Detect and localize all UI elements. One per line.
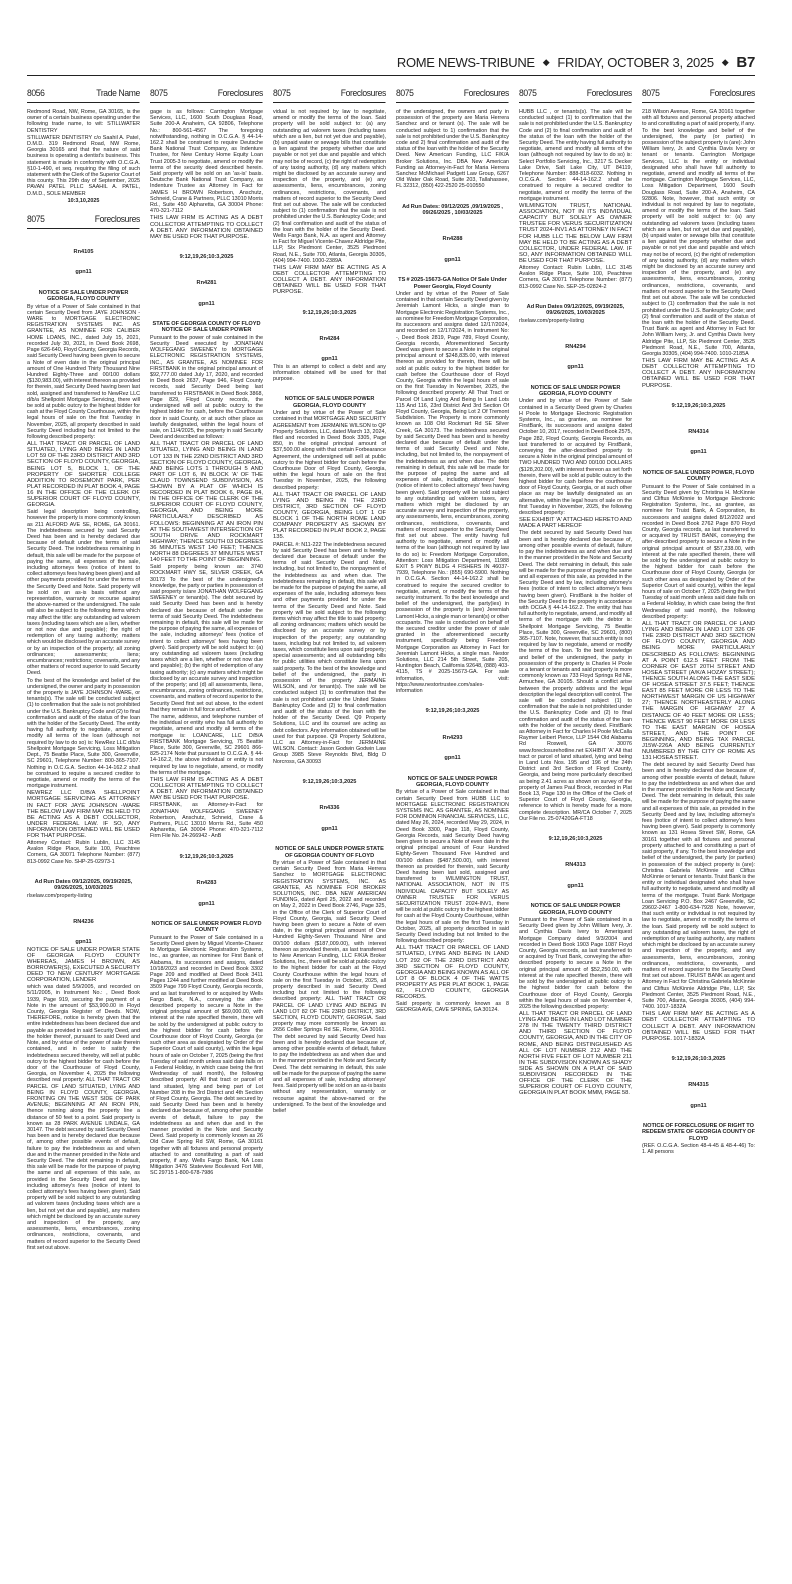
column bbox=[273, 88, 386, 1578]
notice-heading: gpn11 bbox=[75, 269, 92, 276]
notice-paragraph: Attorney Contact: Rubin Lublin, LLC 3145 Avalon Ridge Place, Suite 100, Peachtree Corners, GA 30071 Telephone Number: (877) 813-0992 Case No. SHP-25-02973-1 bbox=[27, 840, 140, 865]
notice-heading: Ad Run Dates 09/12/2025, 09/19/2025, 09/26/2025, 10/03/2025 bbox=[526, 303, 625, 317]
section-header bbox=[273, 88, 386, 103]
section-header bbox=[27, 214, 140, 229]
notice-heading: NOTICE OF SALE UNDER POWER GEORGIA, FLOYD COUNTY bbox=[530, 903, 621, 916]
notice-paragraph: which was dated 5/9/2005, and recorded on 5/11/2005, in Instrument No.: , Deed Book 1939, Page 919, securing the payment of a Note in the amount of $53,900.00 in Floyd County, Georgia Register of Deeds. NOW, THEREFORE, notice is hereby given that the entire indebtedness has been declared due and payable as provided in said Security Deed, and the holder thereof, pursuant to said Deed and Note, and by virtue of the power of sale therein contained, and in order to satisfy the indebtedness secured thereby, will sell at public outcry to the highest bidder for cash before the door of the Courthouse of Floyd County, Georgia, on November 4, 2025 the following described real property: ALL THAT TRACT OR PARCEL OF LAND SITUATED, LYING AND BEING IN FLOYD COUNTY, GEORGIA, FRONTING ON THE WEST SIDE OF PARK AVENUE; BEGINNING AT AN IRON PIN, thence running along the property line a distance of 50 feet to a point. Said property is known as 28 PARK AVENUE LINDALE, GA 30147. The debt secured by said Security Deed has been and is hereby declared due because of, among other possible events of default, failure to pay the indebtedness as and when due and in the manner provided in the Note and Security Deed. The debt remaining in default, this sale will be made for the purpose of paying the same and all expenses of this sale, as provided in the Security Deed and by law, including attorney's fees (notice of intent to collect attorney's fees having been given). Said property will be sold subject to any outstanding ad valorem taxes (including taxes which are a lien, but not yet due and payable), any matters which might be disclosed by an accurate survey and inspection of the property, any assessments, liens, encumbrances, zoning ordinances, restrictions, covenants, and matters of record superior to the Security Deed first set out above. bbox=[27, 984, 140, 1251]
section-header bbox=[150, 88, 263, 103]
notice-paragraph: STILLWATER DENTISTRY c/o Saahil A. Patel, D.M.D. 319 Redmond Road, NW Rome, Georgia 30165 and that the nature of said business is operating a dentist's business. This statement is made in conformity with O.C.G.A. §10-1-490, et seq. requiring the filing of such statement with the Clerk of the Superior Court of this county. This 29th day of September, 2025 PAVAN PATEL PLLC SAAHIL A. PATEL, D.M.D., SOLE MEMBER bbox=[27, 134, 140, 197]
notice-paragraph: PARCEL #: N11-222 The indebtedness secured by said Security Deed has been and is hereby declared due because of default under the terms of said Security Deed and Note, including, but not limited to, the nonpayment of the indebtedness as and when due. The indebtedness remaining in default, this sale will be made for the purpose of paying the same, all expenses of the sale, including attorneys fees and other payments provided for under the terms of the Security Deed and Note. Said property will be sold subject to the following items which may affect the title to said property: all zoning ordinances; matters which would be disclosed by an accurate survey or by inspection of the property; any outstanding taxes, including but not limited to, ad valorem taxes, which constitute liens upon said property; special assessments; and all outstanding bills for public utilities which constitute liens upon said property. To the best of the knowledge and belief of the undersigned, the party in possession of the property JERMAINE WILSON, and /or tenant(s). The sale will be conducted subject (1) to confirmation that the sale is not prohibited under the United States Bankruptcy Code and (2) to final confirmation and audit of the status of the loan with the holder of the Security Deed. Q9 Property Solutions, LLC and its counsel are acting as debt collectors. Any information obtained will be used for that purpose. Q9 Property Solutions, LLC as Attorney-in-Fact for JERMAINE WILSON. Contact: Jason Godwin Godwin Law Group 3985 Steve Reynolds Blvd, Bldg D Norcross, GA 30093 bbox=[273, 541, 386, 765]
column bbox=[642, 88, 755, 1578]
notice-heading: NOTICE OF SALE UNDER POWER GEORGIA, FLOYD COUNTY bbox=[38, 289, 129, 303]
notice-paragraph: of the undersigned, the owners and party in possession of the property are Maria Herrera Sanchez and or tenant (s). The sale will be conducted subject to 1) confirmation that the sale is not prohibited under the U.S. Bankruptcy code and 2) final confirmation and audit of the status of the loan with the holder of the Security Deed. New American Funding, LLC F/K/A Broker Solutions, Inc. DBA New American Funding as Attorney-in-Fact for Maria Herrera Sanchez McMichael Padgett Law Group, 6267 Old Water Oak Road, Suite 203, Tallahassee, FL 32312, (850) 422-2520 25-010550 bbox=[396, 109, 509, 190]
section-code: 8075 bbox=[519, 88, 537, 99]
notice-paragraph: Pursuant to the Power of Sale contained in a Security Deed given by John William Ivery, Jr. and Cynthia Davis Ivery to Ameriquest Mortgage Company dated 9/3/2004 and recorded in Deed Book 1903 Page 1087 Floyd County, Georgia records, as last transferred to or acquired by Trust Bank, conveying the after-described property to secure a Note in the original principal amount of $52,250.00, with interest at the rate specified therein, there will be sold by the undersigned at public outcry to the highest bidder for cash before the Courthouse door of Floyd County, Georgia within the legal hours of sale on November 4, 2025 the following described property: bbox=[519, 917, 632, 1010]
notice-heading: Ad Run Dates: 09/12/2025 ,09/19/2025 , 09/26/2025 , 10/03/2025 bbox=[402, 203, 503, 217]
legal-description: THIS LAW FIRM MAY BE ACTING AS A DEBT COLLECTOR ATTEMPTING TO COLLECT A DEBT. ANY INFORMATION OBTAINED WILL BE USED FOR THAT PURPOSE. bbox=[642, 358, 755, 389]
notice-paragraph: The debt secured by said Security Deed has been and is hereby declared due because of, among other possible events of default, failure to pay the indebtedness as and when due and in the manner provided in the Note and Security Deed. The debt remaining in default, this sale will be made for the purpose of paying the same and all expenses of this sale, as provided in the Security Deed and by law, including attorney's fees (notice of intent to collect attorney's fees having been given). FirstBank is the holder of the Security Deed to the property in accordance with OCGA § 44-14-162.2. The entity that has full authority to negotiate, amend, and modify all terms of the mortgage with the debtor is: Shellpoint Mortgage Servicing, 75 Beattie Place, Suite 300, Greenville, SC 29601, (800) 365-7107. Note, however, that such entity is not required by law to negotiate, amend or modify the terms of the loan. To the best knowledge and belief of the undersigned, the party in possession of the property is Charles H Poole or a tenant or tenants and said property is more commonly known as 733 Floyd Springs Rd NE, Armuchee, GA 30105. Should a conflict arise between the property address and the legal description the legal description will control. The sale will be conducted subject (1) to confirmation that the sale is not prohibited under the U.S. Bankruptcy Code and (2) to final confirmation and audit of the status of the loan with the holder of the security deed. FirstBank as Attorney in Fact for Charles H Poole McCalla Raymer Leibert Pierce, LLP 1544 Old Alabama Rd Roswell, GA 30076 www.foreclosurehotline.net EXHIBIT 'A' All that tract or parcel of land situated, lying and being in Land Lots Nos. 195 and 196 of the 24th District and 3rd Section of Floyd County, Georgia, and being more particularly described as being 2.41 acres as shown on survey of the property of James Paul Brock, recorded in Plat Book 13, Page 130 in the Office of the Clerk of Superior Court of Floyd County, Georgia, reference to which is hereby made for a more complete description. MR/CA October 7, 2025 Our File no. 25-07420GA-FT18 bbox=[519, 530, 632, 822]
legal-description: ALL THAT TRACT OR PARCEL OF LAND LYING AND BEING IN THE 23RD DISTRICT, 3RD SECTION OF FLOYD COUNTY, GEORGIA, BEING LOT 1 OF BLOCK 1 OF THE NORTH ROME LAND COMPANY PROPERTY AS SHOWN BY PLAT RECORDED IN PLAT BOOK 2, PAGE 135. bbox=[273, 491, 386, 541]
notice-heading: 9:12,19,26;10:3,2025 bbox=[425, 708, 480, 715]
section-label: Foreclosures bbox=[340, 88, 386, 99]
notice-paragraph: Under and by virtue of the Power of Sale contained in that MORTGAGE AND SECURITY AGREEMENT from JERMAINE WILSON to QP Property Solutions, LLC, dated March 13, 2024, filed and recorded in Deed Book 3305, Page 850, in the original principal amount of $37,500.00 along with that certain Forbearance Agreement, the undersigned will sell at public outcry to the highest bidder for cash before the Courthouse Door of Floyd County, Georgia, within the legal hours of sale on the first Tuesday in November, 2025, the following described property: bbox=[273, 410, 386, 491]
legal-description: THIS LAW FIRM IS ACTING AS A DEBT COLLECTOR ATTEMPTING TO COLLECT A DEBT. ANY INFORMATION OBTAINED MAY BE USED FOR THAT PURPOSE. bbox=[150, 215, 263, 240]
column bbox=[519, 88, 632, 1578]
notice-heading: NOTICE OF SALE UNDER POWER GEORGIA, FLOYD COUNTY bbox=[284, 396, 375, 409]
notice-paragraph: By virtue of a Power of Sale contained in that certain Security Deed from Maria Herrera Sanchez to MORTGAGE ELECTRONIC REGISTRATION SYSTEMS, INC. AS GRANTEE, AS NOMINEE FOR BROKER SOLUTIONS, INC. DBA NEW AMERICAN FUNDING, dated April 25, 2022 and recorded on May 2, 2022 in Deed Book 2746, Page 325, in the Office of the Clerk of Superior Court of Floyd County, Georgia, said Security Deed having been given to secure a Note of even date, in the original principal amount of One Hundred Eighty-Seven Thousand Nine and 00/100 dollars ($187,009.00), with interest thereon as provided therein, as last transferred to New American Funding, LLC F/K/A Broker Solutions, Inc., there will be sold at public outcry to the highest bidder for cash at the Floyd County Courthouse within the legal hours of sale on the first Tuesday in October, 2025, all property described in said Security Deed including but not limited to the following described property: ALL THAT TRACT OR PARCEL OF LAND LYING AND BEING IN LAND LOT 82 OF THE 23RD DISTRICT, 3RD SECTION, FLOYD COUNTY, GEORGIA. Said property may more commonly be known as 2656 Collier Springs Rd SE, Rome, GA 30161. The debt secured by said Security Deed has been and is hereby declared due because of, among other possible events of default, failure to pay the indebtedness as and when due and in the manner provided in the Note and Security Deed. The debt remaining in default, this sale will be made for the purpose of paying the same and all expenses of sale, including attorneys' fees. Said property will be sold on an as-is basis without any representation, warranty or recourse against the above-named or the undersigned. To the best of the knowledge and belief bbox=[273, 859, 386, 1115]
notice-heading: STATE OF GEORGIA COUNTY OF FLOYD NOTICE OF SALE UNDER POWER bbox=[152, 321, 261, 334]
section-label: Foreclosures bbox=[709, 88, 755, 99]
notice-paragraph: Said property is commonly known as 8 GEORGIA AVE, CAVE SPRING, GA 30124. bbox=[396, 1001, 509, 1014]
notice-heading: gpn11 bbox=[690, 1102, 707, 1109]
issue-date: FRIDAY, OCTOBER 3, 2025 bbox=[557, 55, 714, 70]
notice-heading: gpn11 bbox=[75, 939, 92, 946]
notice-paragraph: Pursuant to the Power of Sale contained in a Security Deed given by Miguel Vicente-Chavez to Mortgage Electronic Registration Systems, Inc., as grantee, as nominee for First Bank of Alabama, its successors and assigns, dated 10/18/2023 and recorded in Deed Book 3302 Page 209 and modified at Deed Book 3411 Pages 1244 and further modified at Deed Book 3509 Page 799 Floyd County, Georgia records, and as last transferred to or acquired by Wells Fargo Bank, N.A., conveying the after-described property to secure a Note in the original principal amount of $69,000.00, with interest at the rate specified therein, there will be sold by the undersigned at public outcry to the highest bidder for cash before the Courthouse door of Floyd County, Georgia (or such other area as designated by Order of the Superior Court of said county), within the legal hours of sale on October 7, 2025 (being the first Tuesday of said month unless said date falls on a Federal Holiday, in which case being the first Wednesday of said month), the following described property: All that tract or parcel of land situated, lying and being part of Lot Number 208 in the 3rd District and 4th Section of Floyd County, Georgia. The debt secured by said Security Deed has been and is hereby declared due because of, among other possible events of default, failure to pay the indebtedness as and when due and in the manner provided in the Note and Security Deed. Said property is commonly known as 26 Old Cave Spring Rd SW, Rome, GA 30161 together with all fixtures and personal property attached to and constituting a part of said property, if any. Wells Fargo Bank, NA Loss Mitigation 3476 Stateview Boulevard Fort Mill, SC 29715 1-800-678-7986 bbox=[150, 934, 263, 1177]
notice-id: Rn4284 bbox=[319, 335, 340, 342]
legal-description: THIS LAW FIRM MAY BE ACTING AS A DEBT COLLECTOR ATTEMPTING TO COLLECT A DEBT. ANY INFORMATION OBTAINED WILL BE USED FOR THAT PURPOSE. 1017-1832A bbox=[642, 1011, 755, 1042]
notice-heading: 9:12,19,26;10:3,2025 bbox=[302, 309, 357, 316]
diamond-separator-icon: ◆ bbox=[542, 57, 550, 67]
section-code: 8075 bbox=[396, 88, 414, 99]
section-label: Foreclosures bbox=[217, 88, 263, 99]
notice-heading: 9:12,19,26;10:3,2025 bbox=[179, 853, 234, 860]
legal-description: NEWREZ LLC D/B/A SHELLPOINT MORTGAGE SERVICING AS ATTORNEY IN FACT FOR JAYE JOHNSON -WARE THE BELOW LAW FIRM MAY BE HELD TO BE ACTING AS A DEBT COLLECTOR, UNDER FEDERAL LAW. IF SO, ANY INFORMATION OBTAINED WILL BE USED FOR THAT PURPOSE. bbox=[27, 790, 140, 839]
notice-paragraph: FIRSTBANK, as Attorney-in-Fact for JONATHAN WOLFEGANG SWEENEY Robertson, Anschutz, Schneid, Crane & Partners, PLLC 13010 Morris Rd., Suite 450 Alpharetta, GA 30004 Phone: 470-321-7112 Firm File No. 24-266942 - AnB bbox=[150, 802, 263, 840]
section-header bbox=[642, 88, 755, 103]
notice-heading: gpn11 bbox=[444, 256, 461, 263]
notice-paragraph: HUBB LLC , or tenants(s). The sale will be conducted subject (1) to confirmation that the sale is not prohibited under the U.S. Bankruptcy Code and (2) to final confirmation and audit of the status of the loan with the holder of the Security Deed. The entity having full authority to negotiate, amend and modify all terms of the loan (although not required by law to do so) is: Select Portfolio Servicing, Inc., 3217 S. Decker Lake Drive, Salt Lake City, UT 84119, Telephone Number: 888-818-6032. Nothing in O.C.G.A. Section 44-14-162.2 shall be construed to require a secured creditor to negotiate, amend or modify the terms of the mortgage instrument. bbox=[519, 109, 632, 202]
notice-id: RN4314 bbox=[688, 429, 709, 435]
notice-heading: gpn11 bbox=[198, 300, 215, 307]
notice-paragraph: The debt secured by said Security Deed has been and is hereby declared due because of, among other possible events of default, failure to pay the indebtedness as and when due and in the manner provided in the Note and Security Deed. The debt remaining in default, this sale will be made for the purpose of paying the same and all expenses of this sale, as provided in the Security Deed and by law, including attorney's fees (notice of intent to collect attorney's fees having been given). Said property is commonly known as 131 Hosea Street SW, Rome, GA 30161 together with all fixtures and personal property attached to and constituting a part of said property, if any. To the best knowledge and belief of the undersigned, the party (or parties) in possession of the subject property is (are): Christina Gabriela McKinnie and Cliftus McKinnie or tenant or tenants. Truist Bank is the entity or individual designated who shall have full authority to negotiate, amend and modify all terms of the mortgage. Truist Bank Mortgage Loan Servicing P.O. Box 2467 Greenville, SC 29602-2467 1-800-634-7928 Note, however, that such entity or individual is not required by law to negotiate, amend or modify the terms of the loan. Said property will be sold subject to any outstanding ad valorem taxes, the right of redemption of any taxing authority, any matters which might be disclosed by an accurate survey and inspection of the property, and any assessments, liens, encumbrances, zoning ordinances, restrictions, covenants, and matters of record superior to the Security Deed first set out above. TRUIST BANK as agent and Attorney in Fact for Christina Gabriela McKinnie and Cliftus McKinnie Aldridge Pite, LLP, Six Piedmont Center, 3525 Piedmont Road, N.E., Suite 700, Atlanta, Georgia 30305, (404) 994-7400. 1017-1832A bbox=[642, 762, 755, 1011]
notice-paragraph: Under and by virtue of the Power of Sale contained in that certain Security Deed given by Jeremiah Lamont Hicks, a single man to Mortgage Electronic Registration Systems, Inc., as nominee for Freedom Mortgage Corporation, its successors and assigns dated 12/17/2024, and recorded on 12/17/2024, in Instrument No: -, Deed Book 2819, Page 789, Floyd County, Georgia records, Aforementioned Security Deed was given to secure a Note in the original principal amount of $248,835.00, with interest thereon as provided for therein, there will be sold at public outcry to the highest bidder for cash before the Courthouse door of Floyd County, Georgia within the legal hours of sale on the first Tuesday in November, 2025, the following described property: All That Tract or Parcel Of Land Lying And Being In Land Lots 115 And 116, 23rd District And 3rd Section Of Floyd County, Georgia, Being Lot 2 Of Tremont Subdivision. The Property is more commonly known as 108 Old Rockmart Rd SE Silver Creek, GA 30173. The indebtedness secured by said Security Deed has been and is hereby declared due because of default under the terms of said Security Deed and Note, including, but not limited to, the nonpayment of the indebtedness as and when due. The debt remaining in default, this sale will be made for the purpose of paying the same and all expenses of sale, including attorneys' fees (notice of intent to collect attorneys' fees having been given). Said property will be sold subject to any outstanding ad valorem taxes, any matters which might be disclosed by an accurate survey and inspection of the property, any assessments, liens, encumbrances, zoning ordinances, restrictions, covenants, and matters of record superior to the Security Deed first set out above. The entity having full authority to negotiate, amend or modify all terms of the loan (although not required by law to do so) is: Freedom Mortgage Corporation, Attention: Loss Mitigation Department, 11988 EXIT 5 PKWY BLDG 4 FISHERS IN 46037-7939, Telephone No.: (855) 690-5900. Nothing in O.C.G.A. Section 44-14-162.2 shall be construed to require the secured creditor to negotiate, amend, or modify the terms of the security instrument. To the best knowledge and belief of the undersigned, the party(ies) in possession of the property is (are) Jeremiah Lamont Hicks, a single man or tenant(s) or other occupants. The sale is conducted on behalf of the secured creditor under the power of sale granted in the aforementioned security instrument, specifically being Freedom Mortgage Corporation as Attorney in Fact for Jeremiah Lamont Hicks, a single man. Nestor Solutions, LLC 214 5th Street, Suite 205, Huntington Beach, California 92648, (888) 403-4115, TS # 2025-15673-GA. For sale information, visit: https://www.nestortrustee.com/sales-information bbox=[396, 291, 509, 695]
notice-heading: NOTICE OF SALE UNDER POWER GEORGIA, FLOYD COUNTY bbox=[407, 775, 498, 788]
notice-heading: gpn11 bbox=[567, 364, 584, 371]
notice-heading: gpn11 bbox=[690, 449, 707, 456]
legal-description: ALL THAT TRACT OR PARCEL OF LAND SITUATED, LYING AND BEING IN LAND LOT 133 IN THE 22ND DISTRICT AND 3RD SECTION OF FLOYD COUNTY, GEORGIA, AND BEING LOTS 1 THROUGH 5 AND PART OF LOT 6, IN BLOCK 'A' OF THE CLAUD TOWNSEND SUBDIVISION, AS SHOWN BY A PLAT OF WHICH IS RECORDED IN PLAT BOOK 6, PAGE 84, IN THE OFFICE OF THE CLERK OF THE SUPERIOR COURT OF FLOYD COUNTY, GEORGIA, AND BEING MORE PARTICULARLY DESCRIBED AS FOLLOWS: BEGINNING AT AN IRON PIN AT THE SOUTHWEST INTERSECTION OF SOUTH DRIVE AND ROCKMART HIGHWAY; THENCE SOUTH 03 DEGREES 36 MINUTES WEST 140 FEET; THENCE NORTH 88 DEGREES 37 MINUTES WEST 140 FEET TO THE POINT OF BEGINNING. bbox=[150, 441, 263, 564]
legal-description: ALL THAT TRACT OR PARCEL OF LAND SITUATED, LYING AND BEING IN LAND LOT 59 OF THE 23RD DISTRICT AND 3RD SECTION OF FLOYD COUNTY, GEORGIA, BEING LOT 5, BLOCK 1, OF THE PROPERTY OF SHORTER COLLEGE ADDITION TO ROSEMONT PARK, PER PLAT RECORDED IN PLAT BOOK 4, PAGE 16 IN THE OFFICE OF THE CLERK OF SUPERIOR COURT OF FLOYD COUNTY, GEORGIA. bbox=[27, 441, 140, 509]
legal-description: NOTICE OF SALE UNDER POWER STATE OF GEORGIA FLOYD COUNTY WHEREAS, JAMES H BROWN, AS BORROWER(S), EXECUTED A SECURITY DEED TO NEW CENTURY MORTGAGE CORPORATION, LENDER bbox=[27, 946, 140, 984]
notice-paragraph: Redmond Road, NW, Rome, GA 30165, is the owner of a certain business operating under the following trade name, to wit: STILLWATER DENTISTRY bbox=[27, 109, 140, 134]
notice-id: RN4315 bbox=[688, 1082, 709, 1089]
section-label: Foreclosures bbox=[586, 88, 632, 99]
notice-heading: gpn11 bbox=[321, 356, 338, 363]
notice-heading: NOTICE OF SALE UNDER POWER GEORGIA, FLOYD COUNTY bbox=[530, 384, 621, 398]
newspaper-name: ROME NEWS-TRIBUNE bbox=[396, 55, 535, 70]
section-code: 8075 bbox=[642, 88, 660, 99]
notice-heading: 9:12,19,26;10:3,2025 bbox=[179, 253, 234, 260]
notice-id: RN4313 bbox=[565, 862, 586, 869]
legal-description: THIS LAW FIRM MAY BE ACTING AS A DEBT COLLECTOR ATTEMPTING TO COLLECT A DEBT. ANY INFORMATION OBTAINED WILL BE USED FOR THAT PURPOSE. bbox=[273, 265, 386, 296]
notice-paragraph: Said property being known as: 3740 ROCKMART HWY SE, SILVER CREEK, GA 30173 To the best of the undersigned's knowledge, the party or parties in possession of said property is/are JONATHAN WOLFEGANG SWEENEY or tenant(s). The debt secured by said Security Deed has been and is hereby declared due because of default under the terms of said Security Deed. The indebtedness remaining in default, this sale will be made for the purpose of paying the same, all expenses of the sale, including attorneys' fees (notice of intent to collect attorneys' fees having been given). Said property will be sold subject to: (a) any outstanding ad valorem taxes (including taxes which are a lien, whether or not now due and payable); (b) the right of redemption of any taxing authority; (c) any matters which might be disclosed by an accurate survey and inspection of the property; and (d) all assessments, liens, encumbrances, zoning ordinances, restrictions, covenants, and matters of record superior to the Security Deed first set out above, to the extent that they remain in full force and effect. bbox=[150, 564, 263, 713]
notice-id: Rn4281 bbox=[196, 280, 217, 287]
notice-heading: NOTICE OF SALE UNDER POWER STATE OF GEORGIA COUNTY OF FLOYD bbox=[275, 846, 384, 859]
section-code: 8075 bbox=[150, 88, 168, 99]
section-label: Trade Name bbox=[96, 88, 140, 99]
notice-id: Rn4293 bbox=[442, 734, 463, 741]
notice-heading: 9:12,19,26;10:3,2025 bbox=[671, 1055, 726, 1062]
notice-paragraph: (REF. O.C.G.A. Section 48-4-45 & 48-4-46) To: 1. All persons bbox=[642, 1143, 755, 1156]
section-header bbox=[519, 88, 632, 103]
column bbox=[27, 88, 140, 1578]
notice-paragraph: vidual is not required by law to negotiate, amend or modify the terms of the loan. Said property will be sold subject to: (a) any outstanding ad valorem taxes (including taxes which are a lien, but not yet due and payable), (b) unpaid water or sewage bills that constitute a lien against the property whether due and payable or not yet due and payable and which may not be of record, (c) the right of redemption of any taxing authority, (d) any matters which might be disclosed by an accurate survey and inspection of the property, and (e) any assessments, liens, encumbrances, zoning ordinances, restrictions, covenants, and matters of record superior to the Security Deed first set out above. The sale will be conducted subject to (1) confirmation that the sale is not prohibited under the U.S. Bankruptcy Code; and (2) final confirmation and audit of the status of the loan with the holder of the Security Deed. Wells Fargo Bank, N.A. as agent and Attorney in Fact for Miguel Vicente-Chavez Aldridge Pite, LLP, Six Piedmont Center, 3525 Piedmont Road, N.E., Suite 700, Atlanta, Georgia 30305, (404) 994-7400. 1000-2389A bbox=[273, 109, 386, 264]
notice-paragraph: By virtue of a Power of Sale contained in that certain Security Deed from HUBB LLC to MORTGAGE ELECTRONIC REGISTRATION SYSTEMS INC. AS GRANTEE, AS NOMINEE FOR DOMINION FINANCIAL SERVICES, LLC, dated May 26, 2024, recorded May 29, 2024, in Deed Book 3300, Page 118, Floyd County, Georgia Records, said Security Deed having been given to secure a Note of even date in the original principal amount of Four Hundred Eighty-Seven Thousand Five Hundred and 00/100 dollars ($487,500.00), with interest thereon as provided for therein, said Security Deed having been last sold, assigned and transferred to WILMINGTON TRUST, NATIONAL ASSOCIATION, NOT IN ITS INDIVIDUAL CAPACITY BUT SOLELY AS OWNER TRUSTEE FOR VERUS SECURITIZATION TRUST 2024-INV1, there will be sold at public outcry to the highest bidder for cash at the Floyd County Courthouse, within the legal hours of sale on the first Tuesday in October, 2025, all property described in said Security Deed including but not limited to the following described property: bbox=[396, 789, 509, 945]
notice-id: RN4236 bbox=[73, 918, 94, 925]
notice-id: RN4294 bbox=[565, 343, 586, 350]
notice-id: Rn4283 bbox=[196, 880, 217, 887]
section-label: Foreclosures bbox=[94, 214, 140, 226]
notice-heading: 9:12,19,26;10:3,2025 bbox=[548, 836, 603, 843]
legal-description: ALL THAT TRACT OR PARCEL OF LAND LYING AND BEING IN LAND LOT NUMBER 278 IN THE TWENTY THIRD DISTRICT AND THIRD SECTION OF FLOYD COUNTY, GEORGIA, AND IN THE CITY OF ROME, AND BEING DISTINGUISHED AS ALL OF LOT NUMBER 212 AND THE NORTH FIVE FEET OF LOT NUMBER 211 IN THE SUBDIVISION KNOWN AS SHADY SIDE AS SHOWN ON A PLAT OF SAID SUBDIVISION RECORDED IN THE OFFICE OF THE CLERK OF THE SUPERIOR COURT OF FLOYD COUNTY, GEORGIA IN PLAT BOOK MMM, PAGE 58. bbox=[519, 1011, 632, 1097]
notice-paragraph: gage is as follows: Carrington Mortgage Services, LLC, 1600 South Douglass Road, Suite 200-A Anaheim, CA 92806, Telephone No.: 800-561-4567 The foregoing notwithstanding, nothing in O.C.G.A. § 44-14-162.2 shall be construed to require Deutsche Bank National Trust Company, as Indenture Trustee, for New Century Home Equity Loan Trust 2005-3 to negotiate, amend or modify the terms of the security deed described herein. Said property will be sold on an 'as-is' basis. Deutsche Bank National Trust Company, as Indenture Trustee as Attorney in Fact for JAMES H BROWN Robertson, Anschutz, Schneid, Crane & Partners, PLLC 13010 Morris Rd., Suite 450 Alpharetta, GA 30004 Phone: 470-321-7112 bbox=[150, 109, 263, 215]
notice-paragraph: Pursuant to the Power of Sale contained in a Security Deed given by Christina H. McKinnie and Cliftus McKinnie to Mortgage Electronic Registration Systems, Inc., as grantee, as nominee for Truist Bank, A Corporation, its successors and assigns dated 8/12/2022 and recorded in Deed Book 2762 Page 870 Floyd County, Georgia records, as last transferred to or acquired by TRUIST BANK, conveying the after-described property to secure a Note in the original principal amount of $57,238.00, with interest at the rate specified therein, there will be sold by the undersigned at public outcry to the highest bidder for cash before the Courthouse door of Floyd County, Georgia (or such other area as designated by Order of the Superior Court of said county), within the legal hours of sale on October 7, 2025 (being the first Tuesday of said month unless said date falls on a Federal Holiday, in which case being the first Wednesday of said month), the following described property: bbox=[642, 483, 755, 620]
notice-id: Rn4105 bbox=[73, 249, 94, 256]
notice-paragraph: By virtue of a Power of Sale contained in that certain Security Deed from JAYE JOHNSON -WARE to MORTGAGE ELECTRONIC REGISTRATION SYSTEMS INC. AS GRANTEE, AS NOMINEE FOR CALIBER HOME LOANS, INC., dated July 15, 2021, recorded July 30, 2021, in Deed Book 2698, Page 626-640, Floyd County, Georgia Records, said Security Deed having been given to secure a Note of even date in the original principal amount of One Hundred Thirty Thousand Nine Hundred Eighty-Three and 00/100 dollars ($130,983.00), with interest thereon as provided for therein, said Security Deed having been last sold, assigned and transferred to NewRez LLC d/b/a Shellpoint Mortgage Servicing, there will be sold at public outcry to the highest bidder for cash at the Floyd County Courthouse, within the legal hours of sale on the first Tuesday in November, 2025, all property described in said Security Deed including but not limited to the following described property: bbox=[27, 303, 140, 440]
notice-heading: NOTICE OF SALE UNDER POWER, FLOYD COUNTY bbox=[642, 469, 755, 483]
notice-paragraph: rlselaw.com/property-listing bbox=[519, 317, 585, 324]
notice-paragraph: The name, address, and telephone number of the individual or entity who has full authority to negotiate, amend and modify all terms of the mortgage is: LOANCARE, LLC D/B/A FIRSTBANK Mortgage Servicing, 75 Beattie Place, Suite 300, Greenville, SC 29601 866-825-2174 Note that pursuant to O.C.G.A. § 44-14-162.2, the above individual or entity is not required by law to negotiate, amend, or modify the terms of the mortgage. bbox=[150, 714, 263, 776]
notice-paragraph: This is an attempt to collect a debt and any information obtained will be used for that purpose. bbox=[273, 363, 386, 383]
notice-heading: gpn11 bbox=[444, 755, 461, 762]
notice-heading: 9:12,19,26;10:3,2025 bbox=[671, 402, 726, 409]
notice-paragraph: To the best of the knowledge and belief of the undersigned, the owner and party in possession of the property is JAYE JOHNSON -WARE, or tenants(s). The sale will be conducted subject (1) to confirmation that the sale is not prohibited under the U.S. Bankruptcy Code and (2) to final confirmation and audit of the status of the loan with the holder of the Security Deed. The entity having full authority to negotiate, amend or modify all terms of the loan (although not required by law to do so) is: NewRez LLC d/b/a Shellpoint Mortgage Servicing, Loss Mitigation Dept., 75 Beattie Place, Suite 300, Greenville, SC 29601, Telephone Number: 800-365-7107. Nothing in O.C.G.A. Section 44-14-162.2 shall be construed to require a secured creditor to negotiate, amend or modify the terms of the mortgage instrument. bbox=[27, 677, 140, 790]
section-header bbox=[27, 88, 140, 103]
diamond-separator-icon: ◆ bbox=[721, 57, 729, 67]
notice-heading: Ad Run Dates 09/12/2025, 09/19/2025, 09/26/2025, 10/03/2025 bbox=[34, 878, 133, 892]
notice-heading: 9:12,19,26;10:3,2025 bbox=[302, 778, 357, 785]
legal-description: ALL THAT TRACT OR PARCEL OF LAND LYING AND BEING IN LAND LOT 326 OF THE 23RD DISTRICT AND 3RD SECTION OF FLOYD COUNTY, GEORGIA AND BEING MORE PARTICULARLY DESCRIBED AS FOLLOWS: BEGINNING AT A POINT 612.5 FEET FROM THE CORNER OF EAST 20TH STREET AND HOSEA STREET (A/K/A HOZAY STREET); THENCE SOUTH ALONG THE EAST SIDE OF HOSEA STREET 37.5 FEET; THENCE EAST 85 FEET MORE OR LESS TO THE NORTHWEST MARGIN OF US HIGHWAY 27; THENCE NORTHEASTERLY ALONG THE MARGIN OF HIGHWAY 27 A DISTANCE OF 40 FEET MORE OR LESS; THENCE WEST 90 FEET MORE OR LESS TO THE EAST MARGIN OF HOSEA STREET, AND THE POINT OF BEGINNING, AND BEING TAX PARCEL J15W-226A AND BEING CURRENTLY NUMBERED BY THE CITY OF ROME AS 131 HOSEA STREET. bbox=[642, 621, 755, 762]
notice-heading: NOTICE OF SALE UNDER POWER FLOYD COUNTY bbox=[151, 920, 262, 934]
notice-heading: NOTICE OF FORECLOSURE OF RIGHT TO REDEEM STATE OF GEORGIA COUNTY OF FLOYD bbox=[642, 1123, 755, 1142]
column bbox=[150, 88, 263, 1578]
notice-id: Rn4288 bbox=[442, 236, 463, 243]
column bbox=[396, 88, 509, 1578]
legal-description: THIS LAW FIRM IS ACTING AS A DEBT COLLECTOR ATTEMPTING TO COLLECT A DEBT. ANY INFORMATION OBTAINED MAY BE USED FOR THAT PURPOSE. bbox=[150, 777, 263, 802]
notice-paragraph: rlselaw.com/property-listing bbox=[27, 892, 93, 899]
section-code: 8075 bbox=[273, 88, 291, 99]
notice-paragraph: Under and by virtue of the Power of Sale contained in a Security Deed given by Charles H Poole to Mortgage Electronic Registration Systems, Inc., as grantee, as nominee for FirstBank, its successors and assigns dated October 10, 2017, recorded in Deed Book 2575, Page 282, Floyd County, Georgia Records, as last transferred to or acquired by FirstBank, conveying the after-described property to secure a Note in the original principal amount of TWO HUNDRED TWO AND 00/100 DOLLARS ($128,202.00), with interest thereon as set forth therein, there will be sold at public outcry to the highest bidder for cash before the courthouse door of Floyd County, Georgia, or at such other place as may be lawfully designated as an alternative, within the legal hours of sale on the first Tuesday in November, 2025, the following described property: bbox=[519, 398, 632, 517]
notice-paragraph: 218 Wilson Avenue, Rome, GA 30161 together with all fixtures and personal property attached to and constituting a part of said property, if any. To the best knowledge and belief of the undersigned, the party (or parties) in possession of the subject property is (are): John William Ivery, Jr. and Cynthia Davis Ivery or tenant or tenants. Carrington Mortgage Services, LLC is the entity or individual designated who shall have full authority to negotiate, amend and modify all terms of the mortgage. Carrington Mortgage Services, LLC, Loss Mitigation Department, 1600 South Douglass Road, Suite 200-A, Anaheim, CA 92806. Note, however, that such entity or individual is not required by law to negotiate, amend or modify the terms of the loan. Said property will be sold subject to: (a) any outstanding ad valorem taxes (including taxes which are a lien, but not yet due and payable), (b) unpaid water or sewage bills that constitute a lien against the property whether due and payable or not yet due and payable and which may not be of record, (c) the right of redemption of any taxing authority, (d) any matters which might be disclosed by an accurate survey and inspection of the property, and (e) any assessments, liens, encumbrances, zoning ordinances, restrictions, covenants, and matters of record superior to the Security Deed first set out above. The sale will be conducted subject to (1) confirmation that the sale is not prohibited under the U.S. Bankruptcy Code; and (2) final confirmation and audit of the status of the loan with the holder of the Security Deed. Trust Bank as agent and Attorney in Fact for John William Ivery, Jr. and Cynthia Davis Ivery Aldridge Pite, LLP, Six Piedmont Center, 3525 Piedmont Road, N.E., Suite 700, Atlanta, Georgia 30305, (404) 994-7400. 1010-2185A bbox=[642, 109, 755, 357]
page-number: B7 bbox=[736, 54, 755, 71]
notice-heading: gpn11 bbox=[567, 882, 584, 889]
section-label: Foreclosures bbox=[463, 88, 509, 99]
notice-paragraph: Pursuant to the power of sale contained in the Security Deed executed by JONATHAN WOLFEGANG SWEENEY to MORTGAGE ELECTRONIC REGISTRATION SYSTEMS, INC., AS GRANTEE, AS NOMINEE FOR FIRSTBANK in the original principal amount of $92,777.00 dated July 17, 2020, and recorded in Deed Book 2637, Page 946, Floyd County records, said Security Deed being last transferred to FIRSTBANK in Deed Book 3868, Page 829, Floyd County records, the undersigned will sell at public outcry to the highest bidder for cash, before the Courthouse door in said County, or at such other place as lawfully designated, within the legal hours of sale, on 11/4/2025, the property in said Security Deed and described as follows: bbox=[150, 334, 263, 441]
run-dates: 10:3,10,2025 bbox=[67, 197, 100, 204]
section-header bbox=[396, 88, 509, 103]
classified-columns bbox=[27, 88, 755, 1578]
legal-description: SEE EXHIBIT 'A' ATTACHED HERETO AND MADE A PART HEREOF bbox=[519, 517, 632, 530]
notice-paragraph: Attorney Contact: Rubin Lublin, LLC 3145 Avalon Ridge Place, Suite 100, Peachtree Corners, GA 30071 Telephone Number: (877) 813-0992 Case No. SEP-25-02824-2 bbox=[519, 264, 632, 290]
notice-paragraph: Said legal description being controlling, however the property is more commonly known as 211 ALFORD AVE SE, ROME, GA 30161. The indebtedness secured by said Security Deed has been and is hereby declared due because of default under the terms of said Security Deed. The indebtedness remaining in default, this sale will be made for the purpose of paying the same, all expenses of the sale, including attorneys fees (notice of intent to collect attorneys fees having been given) and all other payments provided for under the terms of the Security Deed and Note. Said property will be sold on an as-is basis without any representation, warranty or recourse against the above-named or the undersigned. The sale will also be subject to the following items which may affect the title: any outstanding ad valorem taxes (including taxes which are a lien, whether or not now due and payable); the right of redemption of any taxing authority; matters which would be disclosed by an accurate survey or by an inspection of the property; all zoning ordinances; assessments; liens; encumbrances; restrictions; covenants, and any other matters of record superior to said Security Deed. bbox=[27, 509, 140, 677]
notice-heading: gpn11 bbox=[198, 900, 215, 907]
masthead bbox=[27, 50, 755, 76]
notice-heading: gpn11 bbox=[321, 825, 338, 832]
legal-description: ALL THAT TRACT OR PARCEL OF LAND SITUATED, LYING AND BEING IN LAND LOT 292 OF THE 23RD DISTRICT AND 3RD SECTION OF FLOYD COUNTY, GEORGIA AND BEING KNOWN AS ALL OF LOT 8 OF BLOCK 4 OF THE WATTS PROPERTY AS PER PLAT BOOK 1, PAGE 62, FLOYD COUNTY, GEORGIA RECORDS. bbox=[396, 945, 509, 1001]
section-code: 8056 bbox=[27, 88, 45, 99]
legal-description: WILMINGTON TRUST, NATIONAL ASSOCIATION, NOT IN ITS INDIVIDUAL CAPACITY BUT SOLELY AS OWNER TRUSTEE FOR VERUS SECURITIZATION TRUST 2024-INV1 AS ATTORNEY IN FACT FOR HUBB LLC THE BELOW LAW FIRM MAY BE HELD TO BE ACTING AS A DEBT COLLECTOR, UNDER FEDERAL LAW. IF SO, ANY INFORMATION OBTAINED WILL BE USED FOR THAT PURPOSE. bbox=[519, 203, 632, 264]
section-code: 8075 bbox=[27, 214, 45, 226]
notice-heading: TS # 2025-15673-GA Notice Of Sale Under Power Georgia, Floyd County bbox=[398, 277, 507, 290]
notice-id: Rn4336 bbox=[319, 805, 340, 812]
